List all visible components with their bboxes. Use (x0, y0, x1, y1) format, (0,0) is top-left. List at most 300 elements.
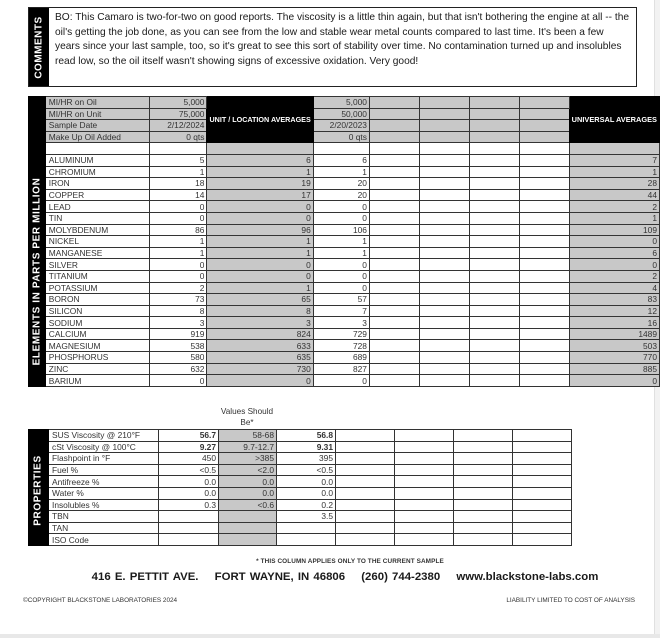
footnote: * THIS COLUMN APPLIES ONLY TO THE CURRENT SAMPLE (256, 558, 444, 565)
should-be-value: 58-68 (219, 430, 277, 442)
unit-averages-header: UNIT / LOCATION AVERAGES (207, 97, 313, 143)
current-sample-value: 538 (150, 340, 207, 352)
previous-sample-value: 0 (313, 375, 369, 387)
empty-sample-cell (469, 236, 519, 248)
empty-sample-cell (519, 120, 569, 132)
property-row (29, 522, 572, 534)
current-sample-value: 2 (150, 282, 207, 294)
unit-average-value: 19 (207, 178, 313, 190)
empty-sample-cell (369, 189, 419, 201)
element-name: ALUMINUM (45, 154, 150, 166)
empty-sample-cell (369, 131, 419, 143)
empty-sample-cell (454, 430, 513, 442)
element-name: COPPER (45, 189, 150, 201)
universal-average-value: 109 (569, 224, 659, 236)
universal-average-value: 16 (569, 317, 659, 329)
element-name: NICKEL (45, 236, 150, 248)
previous-sample-value: 689 (313, 352, 369, 364)
element-row (29, 259, 660, 271)
element-row (29, 328, 660, 340)
empty-sample-cell (469, 282, 519, 294)
empty-sample-cell (369, 282, 419, 294)
previous-sample-value: 729 (313, 328, 369, 340)
previous-sample-value: 395 (277, 453, 336, 465)
previous-sample-value: 1 (313, 166, 369, 178)
element-row (29, 224, 660, 236)
empty-sample-cell (469, 154, 519, 166)
empty-sample-cell (336, 499, 395, 511)
spacer-cell (369, 143, 419, 155)
current-sample-value: 14 (150, 189, 207, 201)
element-name: LEAD (45, 201, 150, 213)
empty-sample-cell (369, 294, 419, 306)
empty-sample-cell (519, 340, 569, 352)
current-sample-value (159, 534, 219, 546)
values-should-be-label: Values Should Be* (220, 407, 274, 427)
empty-sample-cell (336, 534, 395, 546)
current-sample-value: 0 (150, 259, 207, 271)
empty-sample-cell (336, 487, 395, 499)
property-row (29, 511, 572, 523)
empty-sample-cell (369, 154, 419, 166)
spacer-cell (569, 143, 659, 155)
universal-average-value: 28 (569, 178, 659, 190)
property-name: TBN (49, 511, 159, 523)
empty-sample-cell (513, 522, 572, 534)
element-row (29, 305, 660, 317)
property-row (29, 487, 572, 499)
empty-sample-cell (395, 499, 454, 511)
universal-average-value: 1 (569, 166, 659, 178)
empty-sample-cell (469, 212, 519, 224)
unit-average-value: 1 (207, 166, 313, 178)
empty-sample-cell (454, 511, 513, 523)
unit-average-value: 0 (207, 212, 313, 224)
empty-sample-cell (419, 328, 469, 340)
spacer-cell (45, 143, 150, 155)
empty-sample-cell (369, 166, 419, 178)
empty-sample-cell (469, 328, 519, 340)
current-sample-value: 0 (150, 212, 207, 224)
previous-sample-value: 1 (313, 247, 369, 259)
empty-sample-cell (513, 464, 572, 476)
property-row (29, 464, 572, 476)
empty-sample-cell (369, 305, 419, 317)
current-sample-value: 1 (150, 166, 207, 178)
unit-average-value: 6 (207, 154, 313, 166)
unit-average-value: 8 (207, 305, 313, 317)
empty-sample-cell (336, 522, 395, 534)
empty-sample-cell (519, 166, 569, 178)
previous-sample-value: 20 (313, 189, 369, 201)
universal-average-value: 1489 (569, 328, 659, 340)
previous-sample-value: 7 (313, 305, 369, 317)
current-sample-value: 919 (150, 328, 207, 340)
empty-sample-cell (395, 522, 454, 534)
element-row (29, 212, 660, 224)
previous-sample-value: 3.5 (277, 511, 336, 523)
element-row (29, 166, 660, 178)
comments-box (28, 7, 637, 87)
element-row (29, 154, 660, 166)
empty-sample-cell (369, 270, 419, 282)
property-name: Flashpoint in °F (49, 453, 159, 465)
element-name: PHOSPHORUS (45, 352, 150, 364)
element-row (29, 294, 660, 306)
should-be-value (219, 534, 277, 546)
empty-sample-cell (469, 305, 519, 317)
empty-sample-cell (419, 201, 469, 213)
element-row (29, 201, 660, 213)
empty-sample-cell (519, 317, 569, 329)
current-sample-value: 73 (150, 294, 207, 306)
empty-sample-cell (395, 441, 454, 453)
current-sample-value: 0.3 (159, 499, 219, 511)
current-sample-value: 3 (150, 317, 207, 329)
previous-sample-value (277, 534, 336, 546)
empty-sample-cell (395, 464, 454, 476)
universal-average-value: 2 (569, 270, 659, 282)
empty-sample-cell (513, 534, 572, 546)
current-sample-value: 1 (150, 247, 207, 259)
current-sample-value: 56.7 (159, 430, 219, 442)
empty-sample-cell (454, 476, 513, 488)
previous-sample-value: 0 qts (313, 131, 369, 143)
spacer-cell (519, 143, 569, 155)
empty-sample-cell (513, 487, 572, 499)
element-name: MANGANESE (45, 247, 150, 259)
element-row (29, 247, 660, 259)
empty-sample-cell (469, 259, 519, 271)
previous-sample-value: 0 (313, 282, 369, 294)
empty-sample-cell (519, 305, 569, 317)
empty-sample-cell (469, 270, 519, 282)
empty-sample-cell (519, 108, 569, 120)
current-sample-value: 9.27 (159, 441, 219, 453)
current-sample-value: 632 (150, 363, 207, 375)
empty-sample-cell (395, 511, 454, 523)
unit-average-value: 0 (207, 270, 313, 282)
page-bottom-edge (0, 634, 660, 638)
address: 416 E. PETTIT AVE. (91, 571, 199, 583)
empty-sample-cell (513, 499, 572, 511)
empty-sample-cell (469, 340, 519, 352)
empty-sample-cell (419, 352, 469, 364)
comments-text: BO: This Camaro is two-for-two on good reports. The viscosity is a little thin again, but that isn't bothering the engine at all -- the oil's getting the job done, as you can see from the low and stable wear metal counts compared to last time. It's been a few years since your last sample, too, so it's great to see this sort of stability over time. No contamination turned up and insolubles read low, so the oil itself wasn't showing signs of excessive oxidation. Very good! (55, 12, 630, 67)
property-row (29, 430, 572, 442)
unit-average-value: 824 (207, 328, 313, 340)
empty-sample-cell (336, 476, 395, 488)
element-row (29, 189, 660, 201)
header-label: MI/HR on Oil (45, 97, 150, 109)
current-sample-value: 86 (150, 224, 207, 236)
should-be-value: 0.0 (219, 476, 277, 488)
empty-sample-cell (519, 212, 569, 224)
empty-sample-cell (336, 441, 395, 453)
unit-average-value: 633 (207, 340, 313, 352)
previous-sample-value: 56.8 (277, 430, 336, 442)
property-name: cSt Viscosity @ 100°C (49, 441, 159, 453)
empty-sample-cell (469, 108, 519, 120)
empty-sample-cell (519, 236, 569, 248)
current-sample-value: 0.0 (159, 487, 219, 499)
header-row (29, 120, 660, 132)
empty-sample-cell (369, 108, 419, 120)
empty-sample-cell (419, 154, 469, 166)
empty-sample-cell (369, 375, 419, 387)
universal-average-value: 0 (569, 259, 659, 271)
previous-sample-value: 0.2 (277, 499, 336, 511)
elements-section-label: ELEMENTS IN PARTS PER MILLION (31, 177, 43, 366)
empty-sample-cell (519, 131, 569, 143)
spacer-cell (419, 143, 469, 155)
universal-average-value: 7 (569, 154, 659, 166)
header-row (29, 108, 660, 120)
previous-sample-value: 1 (313, 236, 369, 248)
empty-sample-cell (519, 282, 569, 294)
previous-sample-value: 20 (313, 178, 369, 190)
element-row (29, 236, 660, 248)
empty-sample-cell (336, 430, 395, 442)
empty-sample-cell (519, 201, 569, 213)
liability-notice: LIABILITY LIMITED TO COST OF ANALYSIS (506, 597, 635, 604)
header-row (29, 131, 660, 143)
should-be-value: 9.7-12.7 (219, 441, 277, 453)
universal-average-value: 6 (569, 247, 659, 259)
empty-sample-cell (469, 131, 519, 143)
empty-sample-cell (369, 178, 419, 190)
empty-sample-cell (469, 247, 519, 259)
previous-sample-value: 827 (313, 363, 369, 375)
current-sample-value: 5,000 (150, 97, 207, 109)
empty-sample-cell (419, 363, 469, 375)
empty-sample-cell (395, 487, 454, 499)
should-be-value: <2.0 (219, 464, 277, 476)
empty-sample-cell (369, 317, 419, 329)
empty-sample-cell (419, 178, 469, 190)
current-sample-value: 1 (150, 236, 207, 248)
current-sample-value: 8 (150, 305, 207, 317)
empty-sample-cell (454, 453, 513, 465)
property-name: Antifreeze % (49, 476, 159, 488)
should-be-value (219, 511, 277, 523)
universal-average-value: 885 (569, 363, 659, 375)
empty-sample-cell (519, 247, 569, 259)
empty-sample-cell (519, 259, 569, 271)
empty-sample-cell (369, 224, 419, 236)
header-label: Sample Date (45, 120, 150, 132)
city: FORT WAYNE, IN 46806 (214, 571, 346, 583)
unit-average-value: 730 (207, 363, 313, 375)
element-name: TIN (45, 212, 150, 224)
empty-sample-cell (519, 154, 569, 166)
universal-average-value: 1 (569, 212, 659, 224)
element-name: CALCIUM (45, 328, 150, 340)
element-row (29, 363, 660, 375)
empty-sample-cell (469, 363, 519, 375)
universal-averages-header: UNIVERSAL AVERAGES (569, 97, 659, 143)
property-row (29, 453, 572, 465)
property-name: SUS Viscosity @ 210°F (49, 430, 159, 442)
empty-sample-cell (469, 317, 519, 329)
property-name: Insolubles % (49, 499, 159, 511)
current-sample-value (159, 511, 219, 523)
unit-average-value: 17 (207, 189, 313, 201)
should-be-value (219, 522, 277, 534)
empty-sample-cell (369, 328, 419, 340)
unit-average-value: 1 (207, 247, 313, 259)
elements-table (28, 96, 660, 387)
current-sample-value: 5 (150, 154, 207, 166)
element-name: TITANIUM (45, 270, 150, 282)
previous-sample-value: 57 (313, 294, 369, 306)
previous-sample-value: 0 (313, 212, 369, 224)
current-sample-value: 0 qts (150, 131, 207, 143)
element-name: SILVER (45, 259, 150, 271)
should-be-value: <0.6 (219, 499, 277, 511)
empty-sample-cell (519, 352, 569, 364)
empty-sample-cell (419, 270, 469, 282)
element-name: POTASSIUM (45, 282, 150, 294)
current-sample-value: 580 (150, 352, 207, 364)
previous-sample-value: 2/20/2023 (313, 120, 369, 132)
empty-sample-cell (513, 441, 572, 453)
empty-sample-cell (419, 166, 469, 178)
properties-section-label: PROPERTIES (32, 455, 44, 526)
universal-average-value: 770 (569, 352, 659, 364)
empty-sample-cell (419, 97, 469, 109)
previous-sample-value: 0 (313, 201, 369, 213)
current-sample-value: <0.5 (159, 464, 219, 476)
copyright: ©COPYRIGHT BLACKSTONE LABORATORIES 2024 (23, 597, 178, 604)
empty-sample-cell (454, 464, 513, 476)
unit-average-value: 96 (207, 224, 313, 236)
empty-sample-cell (395, 476, 454, 488)
comments-section-label: COMMENTS (29, 8, 49, 86)
previous-sample-value: 50,000 (313, 108, 369, 120)
empty-sample-cell (369, 120, 419, 132)
empty-sample-cell (336, 453, 395, 465)
property-row (29, 476, 572, 488)
empty-sample-cell (454, 487, 513, 499)
element-name: SODIUM (45, 317, 150, 329)
empty-sample-cell (469, 375, 519, 387)
property-row (29, 534, 572, 546)
empty-sample-cell (469, 166, 519, 178)
unit-average-value: 0 (207, 259, 313, 271)
empty-sample-cell (419, 259, 469, 271)
empty-sample-cell (519, 178, 569, 190)
element-name: MAGNESIUM (45, 340, 150, 352)
previous-sample-value: 728 (313, 340, 369, 352)
previous-sample-value: <0.5 (277, 464, 336, 476)
empty-sample-cell (469, 189, 519, 201)
empty-sample-cell (369, 352, 419, 364)
universal-average-value: 2 (569, 201, 659, 213)
should-be-value: >385 (219, 453, 277, 465)
previous-sample-value: 5,000 (313, 97, 369, 109)
empty-sample-cell (336, 464, 395, 476)
empty-sample-cell (519, 328, 569, 340)
unit-average-value: 1 (207, 236, 313, 248)
empty-sample-cell (454, 499, 513, 511)
element-row (29, 317, 660, 329)
spacer-cell (313, 143, 369, 155)
empty-sample-cell (419, 305, 469, 317)
previous-sample-value: 3 (313, 317, 369, 329)
lab-contact-line (0, 571, 660, 583)
empty-sample-cell (513, 476, 572, 488)
current-sample-value: 0 (150, 375, 207, 387)
property-name: ISO Code (49, 534, 159, 546)
empty-sample-cell (469, 97, 519, 109)
element-row (29, 178, 660, 190)
empty-sample-cell (469, 294, 519, 306)
universal-average-value: 0 (569, 375, 659, 387)
element-row (29, 282, 660, 294)
previous-sample-value: 106 (313, 224, 369, 236)
empty-sample-cell (419, 236, 469, 248)
empty-sample-cell (519, 97, 569, 109)
universal-average-value: 83 (569, 294, 659, 306)
empty-sample-cell (519, 363, 569, 375)
empty-sample-cell (519, 189, 569, 201)
property-name: Water % (49, 487, 159, 499)
property-row (29, 441, 572, 453)
universal-average-value: 0 (569, 236, 659, 248)
empty-sample-cell (519, 224, 569, 236)
current-sample-value (159, 522, 219, 534)
element-name: ZINC (45, 363, 150, 375)
empty-sample-cell (519, 375, 569, 387)
website-link[interactable]: www.blackstone-labs.com (456, 571, 599, 583)
empty-sample-cell (419, 317, 469, 329)
current-sample-value: 18 (150, 178, 207, 190)
empty-sample-cell (454, 441, 513, 453)
phone: (260) 744-2380 (361, 571, 441, 583)
empty-sample-cell (419, 108, 469, 120)
element-name: MOLYBDENUM (45, 224, 150, 236)
previous-sample-value: 0 (313, 270, 369, 282)
previous-sample-value: 9.31 (277, 441, 336, 453)
universal-average-value: 503 (569, 340, 659, 352)
empty-sample-cell (369, 97, 419, 109)
empty-sample-cell (369, 363, 419, 375)
element-name: IRON (45, 178, 150, 190)
previous-sample-value: 0 (313, 259, 369, 271)
previous-sample-value (277, 522, 336, 534)
empty-sample-cell (369, 236, 419, 248)
empty-sample-cell (454, 534, 513, 546)
spacer-cell (469, 143, 519, 155)
unit-average-value: 3 (207, 317, 313, 329)
empty-sample-cell (419, 224, 469, 236)
previous-sample-value: 0.0 (277, 476, 336, 488)
empty-sample-cell (369, 212, 419, 224)
element-name: BORON (45, 294, 150, 306)
previous-sample-value: 0.0 (277, 487, 336, 499)
empty-sample-cell (469, 352, 519, 364)
empty-sample-cell (513, 430, 572, 442)
should-be-value: 0.0 (219, 487, 277, 499)
empty-sample-cell (419, 282, 469, 294)
current-sample-value: 0.0 (159, 476, 219, 488)
universal-average-value: 4 (569, 282, 659, 294)
element-row (29, 340, 660, 352)
empty-sample-cell (519, 294, 569, 306)
empty-sample-cell (369, 259, 419, 271)
empty-sample-cell (469, 178, 519, 190)
